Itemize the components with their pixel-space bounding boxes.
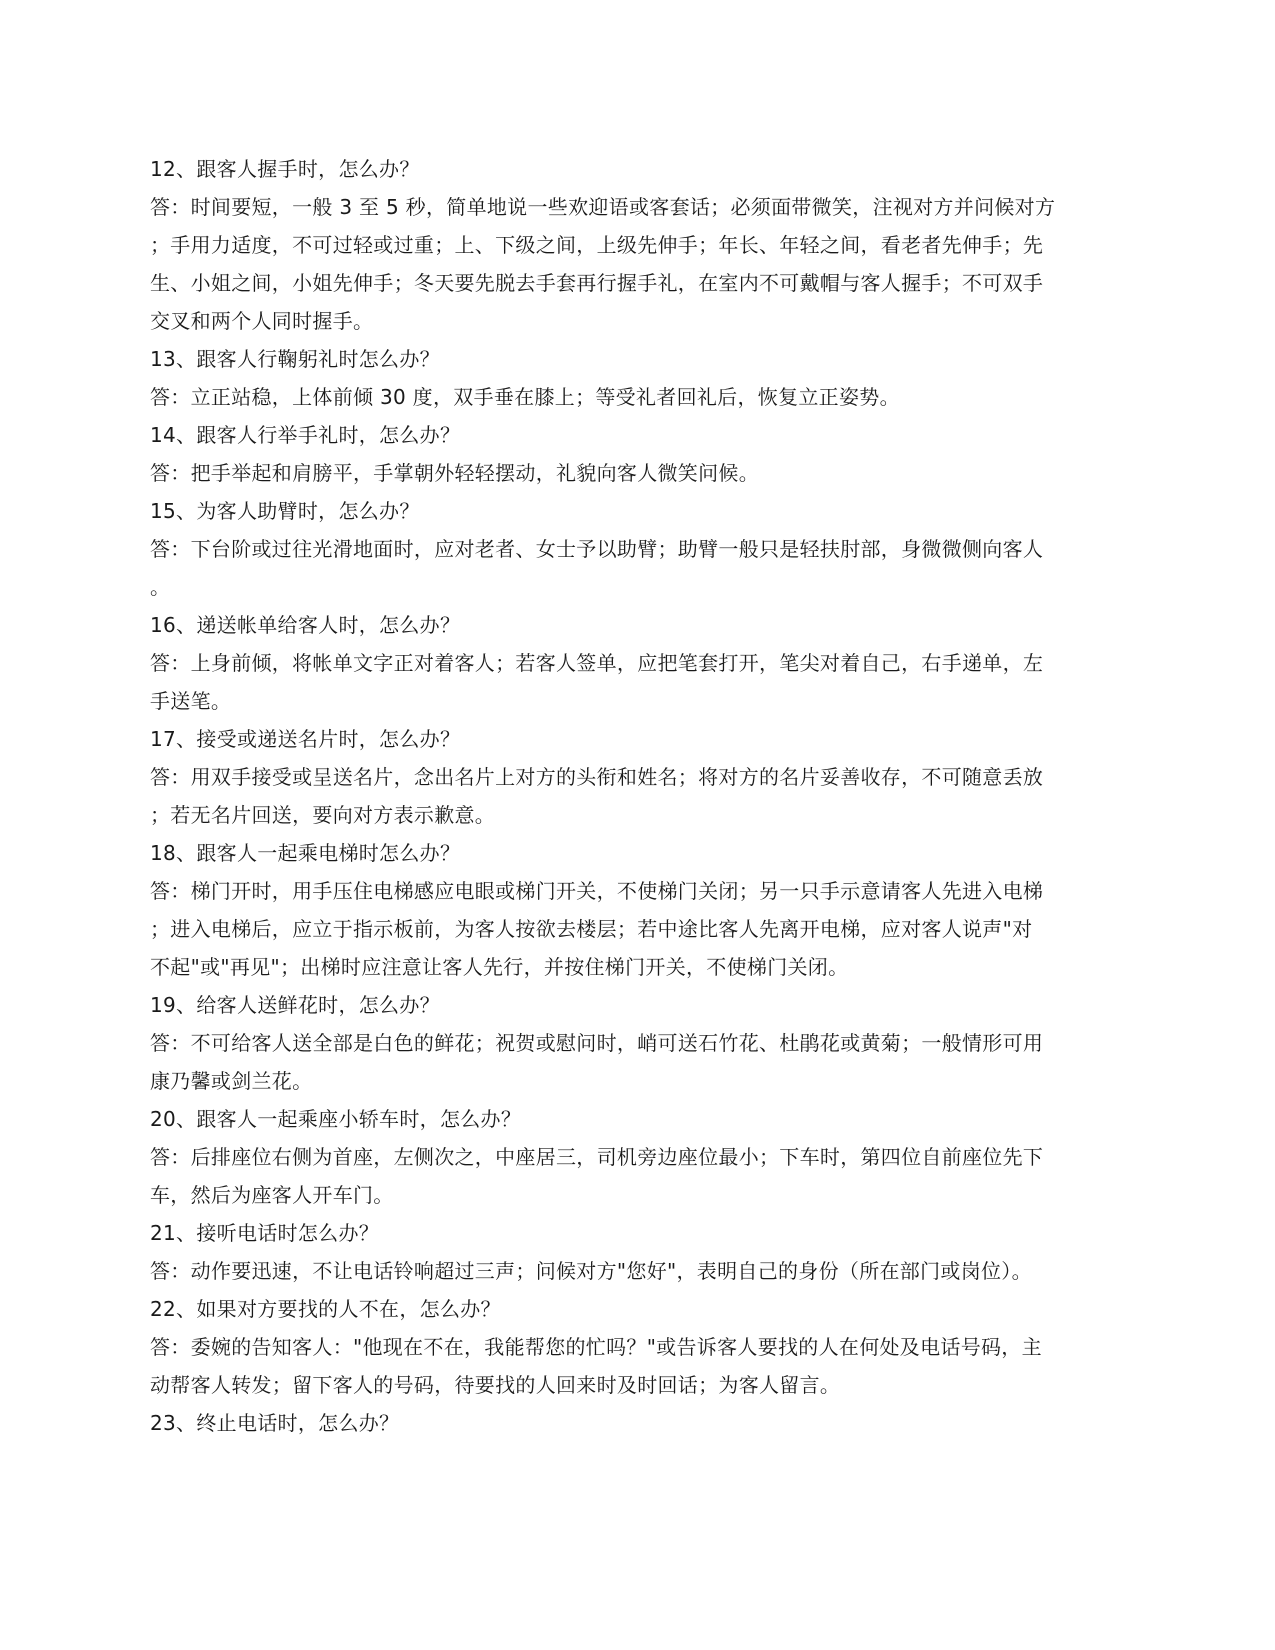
answer-20-line-2: 车，然后为座客人开车门。 [150,1183,394,1207]
answer-22-line-2: 动帮客人转发；留下客人的号码，待要找的人回来时及时回话；为客人留言。 [150,1373,841,1397]
answer-12-line-3: 生、小姐之间，小姐先伸手；冬天要先脱去手套再行握手礼，在室内不可戴帽与客人握手；不可双手 [150,271,1044,295]
question-14: 14、跟客人行举手礼时，怎么办？ [150,423,461,447]
answer-22-line-1: 答：委婉的告知客人："他现在不在，我能帮您的忙吗？"或告诉客人要找的人在何处及电话号码，主 [150,1335,1042,1359]
question-13: 13、跟客人行鞠躬礼时怎么办？ [150,347,440,371]
answer-20-line-1: 答：后排座位右侧为首座，左侧次之，中座居三，司机旁边座位最小；下车时，第四位自前座位先下 [150,1145,1044,1169]
answer-18-line-3: 不起"或"再见"；出梯时应注意让客人先行，并按住梯门开关，不使梯门关闭。 [150,955,849,979]
document-body [150,150,1125,1442]
answer-19-line-2: 康乃馨或剑兰花。 [150,1069,313,1093]
answer-13-line-1: 答：立正站稳，上体前倾 30 度，双手垂在膝上；等受礼者回礼后，恢复立正姿势。 [150,385,900,409]
answer-17-line-2: ；若无名片回送，要向对方表示歉意。 [150,803,496,827]
answer-18-line-1: 答：梯门开时，用手压住电梯感应电眼或梯门开关，不使梯门关闭；另一只手示意请客人先进入电梯 [150,879,1044,903]
question-19: 19、给客人送鲜花时，怎么办？ [150,993,440,1017]
answer-17-line-1: 答：用双手接受或呈送名片，念出名片上对方的头衔和姓名；将对方的名片妥善收存，不可随意丢放 [150,765,1044,789]
answer-12-line-4: 交叉和两个人同时握手。 [150,309,374,333]
answer-16-line-1: 答：上身前倾，将帐单文字正对着客人；若客人签单，应把笔套打开，笔尖对着自己，右手递单，左 [150,651,1044,675]
question-15: 15、为客人助臂时，怎么办？ [150,499,420,523]
answer-12-line-1: 答：时间要短，一般 3 至 5 秒，简单地说一些欢迎语或客套话；必须面带微笑，注视对方并问候对方 [150,195,1056,219]
question-22: 22、如果对方要找的人不在，怎么办？ [150,1297,501,1321]
answer-12-line-2: ；手用力适度，不可过轻或过重；上、下级之间，上级先伸手；年长、年轻之间，看老者先伸手；先 [150,233,1044,257]
question-21: 21、接听电话时怎么办？ [150,1221,380,1245]
question-23: 23、终止电话时，怎么办？ [150,1411,400,1435]
question-17: 17、接受或递送名片时，怎么办？ [150,727,461,751]
question-12: 12、跟客人握手时，怎么办？ [150,157,420,181]
answer-19-line-1: 答：不可给客人送全部是白色的鲜花；祝贺或慰问时，峭可送石竹花、杜鹃花或黄菊；一般情形可用 [150,1031,1044,1055]
question-16: 16、递送帐单给客人时，怎么办？ [150,613,461,637]
answer-14-line-1: 答：把手举起和肩膀平，手掌朝外轻轻摆动，礼貌向客人微笑问候。 [150,461,759,485]
question-20: 20、跟客人一起乘座小轿车时，怎么办？ [150,1107,522,1131]
answer-15-line-1: 答：下台阶或过往光滑地面时，应对老者、女士予以助臂；助臂一般只是轻扶肘部，身微微侧向客人 [150,537,1044,561]
answer-16-line-2: 手送笔。 [150,689,232,713]
answer-21-line-1: 答：动作要迅速，不让电话铃响超过三声；问候对方"您好"，表明自己的身份（所在部门或岗位）。 [150,1259,1032,1283]
answer-18-line-2: ；进入电梯后，应立于指示板前，为客人按欲去楼层；若中途比客人先离开电梯，应对客人说声"对 [150,917,1033,941]
answer-15-line-2: 。 [150,575,171,599]
question-18: 18、跟客人一起乘电梯时怎么办？ [150,841,461,865]
